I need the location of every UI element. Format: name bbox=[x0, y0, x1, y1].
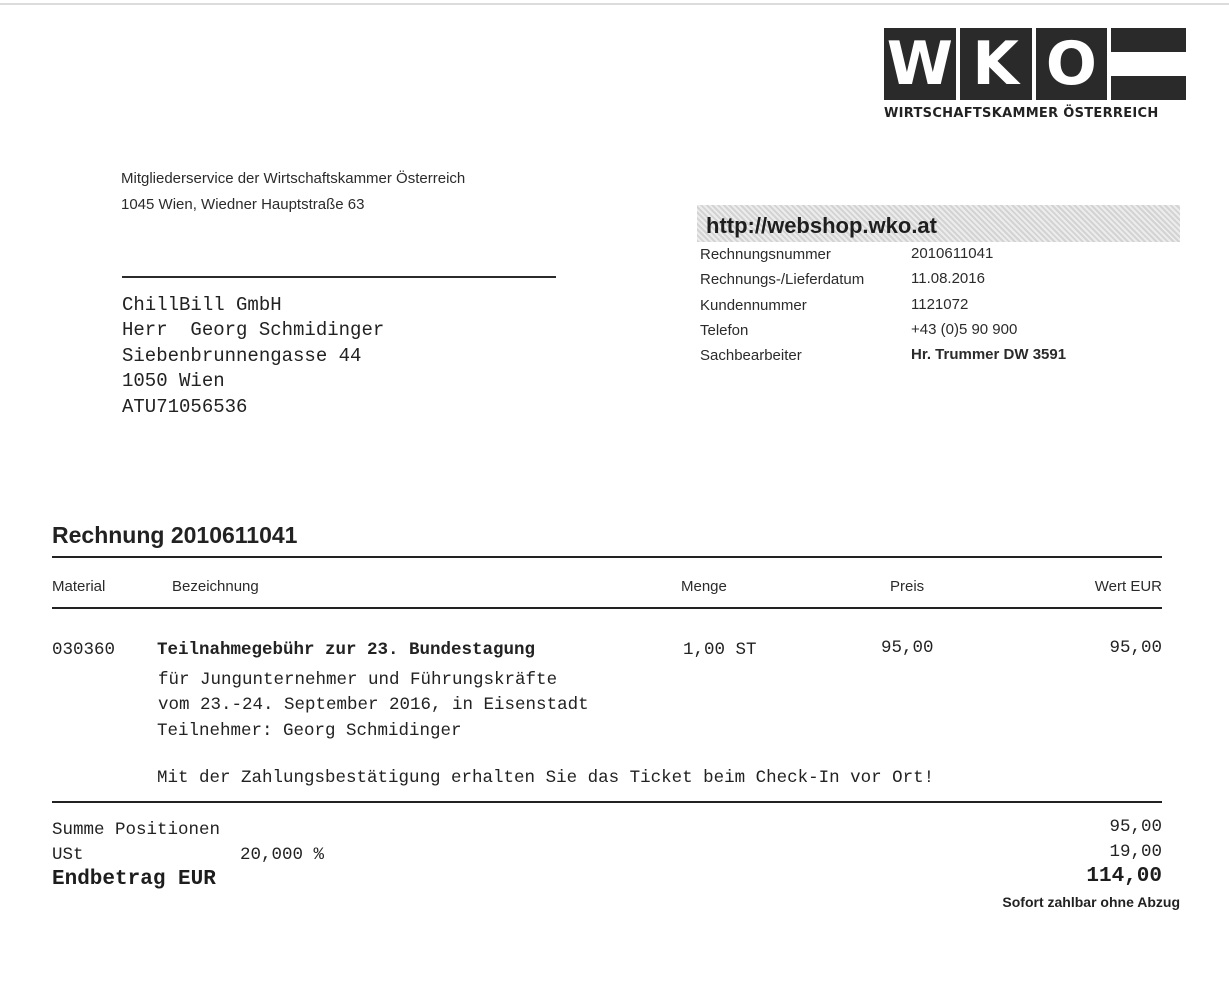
logo-bar-top bbox=[1111, 28, 1186, 52]
info-value-datum: 11.08.2016 bbox=[911, 270, 985, 287]
wko-logo bbox=[884, 28, 1186, 121]
webshop-banner bbox=[697, 205, 1180, 242]
item-detail-3: Teilnehmer: Georg Schmidinger bbox=[157, 721, 462, 741]
address-window-line bbox=[122, 276, 556, 278]
vat-label: USt bbox=[52, 845, 84, 865]
invoice-title: Rechnung 2010611041 bbox=[52, 522, 298, 548]
header-menge: Menge bbox=[681, 578, 727, 595]
recipient-city: 1050 Wien bbox=[122, 370, 225, 392]
item-material: 030360 bbox=[52, 640, 116, 660]
recipient-street: Siebenbrunnengasse 44 bbox=[122, 345, 362, 367]
logo-subtitle: WIRTSCHAFTSKAMMER ÖSTERREICH bbox=[884, 106, 1159, 121]
info-label-telefon: Telefon bbox=[700, 322, 749, 339]
table-top-rule bbox=[52, 556, 1162, 558]
payment-note: Sofort zahlbar ohne Abzug bbox=[1002, 894, 1180, 910]
logo-bar-bottom bbox=[1111, 76, 1186, 100]
item-detail-1: für Jungunternehmer und Führungskräfte bbox=[158, 670, 558, 690]
item-note: Mit der Zahlungsbestätigung erhalten Sie das Ticket beim Check-In vor Ort! bbox=[157, 768, 935, 788]
header-wert: Wert EUR bbox=[1094, 578, 1162, 595]
info-value-telefon: +43 (0)5 90 900 bbox=[911, 321, 1018, 338]
logo-letter-k: K bbox=[960, 28, 1032, 100]
table-header-rule bbox=[52, 607, 1162, 609]
sender-line-2: 1045 Wien, Wiedner Hauptstraße 63 bbox=[121, 196, 365, 213]
recipient-company: ChillBill GmbH bbox=[122, 294, 282, 316]
info-label-rechnungsnummer: Rechnungsnummer bbox=[700, 246, 831, 263]
header-bezeichnung: Bezeichnung bbox=[172, 578, 259, 595]
item-wert: 95,00 bbox=[1109, 638, 1162, 658]
logo-bars bbox=[1111, 28, 1186, 100]
item-detail-2: vom 23.-24. September 2016, in Eisenstadt bbox=[158, 695, 589, 715]
info-value-sachbearbeiter: Hr. Trummer DW 3591 bbox=[911, 346, 1067, 363]
header-material: Material bbox=[52, 578, 106, 595]
info-label-kundennummer: Kundennummer bbox=[700, 297, 807, 314]
item-preis: 95,00 bbox=[881, 638, 934, 658]
webshop-link[interactable]: http://webshop.wko.at bbox=[706, 213, 937, 238]
totals-rule bbox=[52, 801, 1162, 803]
vat-rate: 20,000 % bbox=[240, 845, 325, 865]
page-top-edge bbox=[0, 3, 1229, 5]
recipient-person: Herr Georg Schmidinger bbox=[122, 319, 385, 341]
info-value-rechnungsnummer: 2010611041 bbox=[911, 245, 994, 262]
info-label-datum: Rechnungs-/Lieferdatum bbox=[700, 271, 865, 288]
sum-value: 95,00 bbox=[1109, 817, 1162, 837]
sum-label: Summe Positionen bbox=[52, 820, 221, 840]
sender-line-1: Mitgliederservice der Wirtschaftskammer Österreich bbox=[121, 170, 466, 187]
item-menge: 1,00 ST bbox=[683, 640, 757, 660]
header-preis: Preis bbox=[890, 578, 925, 595]
info-label-sachbearbeiter: Sachbearbeiter bbox=[700, 347, 802, 364]
total-value: 114,00 bbox=[1086, 865, 1162, 888]
item-title: Teilnahmegebühr zur 23. Bundestagung bbox=[157, 640, 536, 660]
logo-letter-w: W bbox=[884, 28, 956, 100]
info-value-kundennummer: 1121072 bbox=[911, 296, 969, 313]
logo-letter-o: O bbox=[1036, 28, 1108, 100]
vat-value: 19,00 bbox=[1109, 842, 1162, 862]
total-label: Endbetrag EUR bbox=[52, 868, 216, 891]
recipient-vat-id: ATU71056536 bbox=[122, 396, 248, 418]
